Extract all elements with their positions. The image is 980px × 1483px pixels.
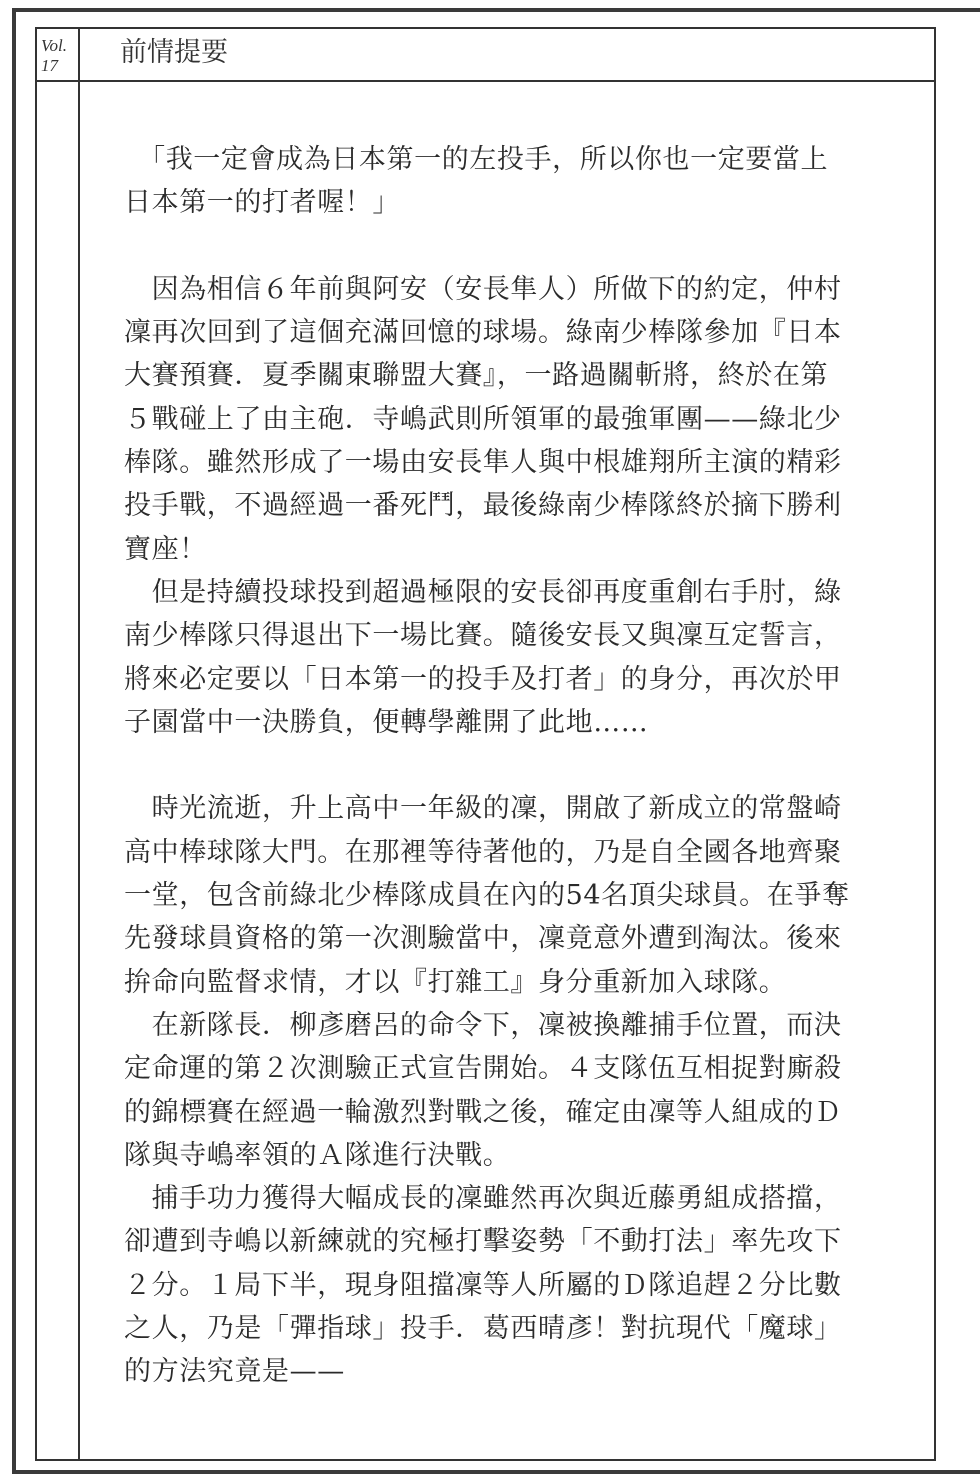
text-line: 捕手功力獲得大幅成長的凜雖然再次與近藤勇組成搭擋， xyxy=(124,1183,842,1215)
header-divider xyxy=(36,80,935,82)
text-line: 大賽預賽．夏季關東聯盟大賽』，一路過關斬將，終於在第 xyxy=(124,360,829,392)
text-line: 高中棒球隊大門。在那裡等待著他的，乃是自全國各地齊聚 xyxy=(124,836,842,868)
text-line: 日本第一的打者喔！」 xyxy=(124,187,400,219)
text-line: 但是持續投球投到超過極限的安長卻再度重創右手肘，綠 xyxy=(124,576,842,608)
text-line: 時光流逝，升上高中一年級的凜，開啟了新成立的常盤崎 xyxy=(124,793,842,825)
text-line: 寶座！ xyxy=(124,533,207,565)
vol-prefix: Vol. xyxy=(41,36,67,55)
text-line: 之人，乃是「彈指球」投手．葛西晴彥！對抗現代「魔球」 xyxy=(124,1313,842,1345)
text-line: 在新隊長．柳彥磨呂的命令下，凜被換離捕手位置，而決 xyxy=(124,1009,842,1041)
vol-number: 17 xyxy=(41,56,58,75)
text-line: 棒隊。雖然形成了一場由安長隼人與中根雄翔所主演的精彩 xyxy=(124,447,842,479)
text-line: 因為相信６年前與阿安（安長隼人）所做下的約定，仲村 xyxy=(124,273,842,305)
text-line: 先發球員資格的第一次測驗當中，凜竟意外遭到淘汰。後來 xyxy=(124,923,842,955)
text-line: 投手戰，不過經過一番死鬥，最後綠南少棒隊終於摘下勝利 xyxy=(124,490,842,522)
text-line xyxy=(124,225,894,268)
page-title: 前情提要 xyxy=(120,37,228,68)
text-line: 南少棒隊只得退出下一場比賽。隨後安長又與凜互定誓言， xyxy=(124,620,842,652)
text-line: 隊與寺嶋率領的Ａ隊進行決戰。 xyxy=(124,1139,511,1171)
text-line: 定命運的第２次測驗正式宣告開始。４支隊伍互相捉對廝殺 xyxy=(124,1053,842,1085)
text-line: 拚命向監督求情，才以『打雜工』身分重新加入球隊。 xyxy=(124,966,787,998)
text-line xyxy=(124,744,894,787)
text-line: 一堂，包含前綠北少棒隊成員在內的54名頂尖球員。在爭奪 xyxy=(124,880,850,912)
volume-label xyxy=(41,36,67,76)
text-line: 的錦標賽在經過一輪激烈對戰之後，確定由凜等人組成的Ｄ xyxy=(124,1096,842,1128)
text-line: 「我一定會成為日本第一的左投手，所以你也一定要當上 xyxy=(124,144,829,175)
text-line: 的方法究竟是—— xyxy=(124,1356,345,1388)
text-line: 子園當中一決勝負，便轉學離開了此地…… xyxy=(124,706,649,738)
text-line: 將來必定要以「日本第一的投手及打者」的身分，再次於甲 xyxy=(124,663,842,695)
summary-text xyxy=(124,138,894,1394)
text-line: 凜再次回到了這個充滿回憶的球場。綠南少棒隊參加『日本 xyxy=(124,317,842,349)
text-line: ５戰碰上了由主砲．寺嶋武則所領軍的最強軍團——綠北少 xyxy=(124,403,842,435)
text-line: ２分。１局下半，現身阻擋凜等人所屬的Ｄ隊追趕２分比數 xyxy=(124,1269,842,1301)
text-line: 卻遭到寺嶋以新練就的究極打擊姿勢「不動打法」率先攻下 xyxy=(124,1226,842,1258)
margin-divider xyxy=(78,28,80,1460)
